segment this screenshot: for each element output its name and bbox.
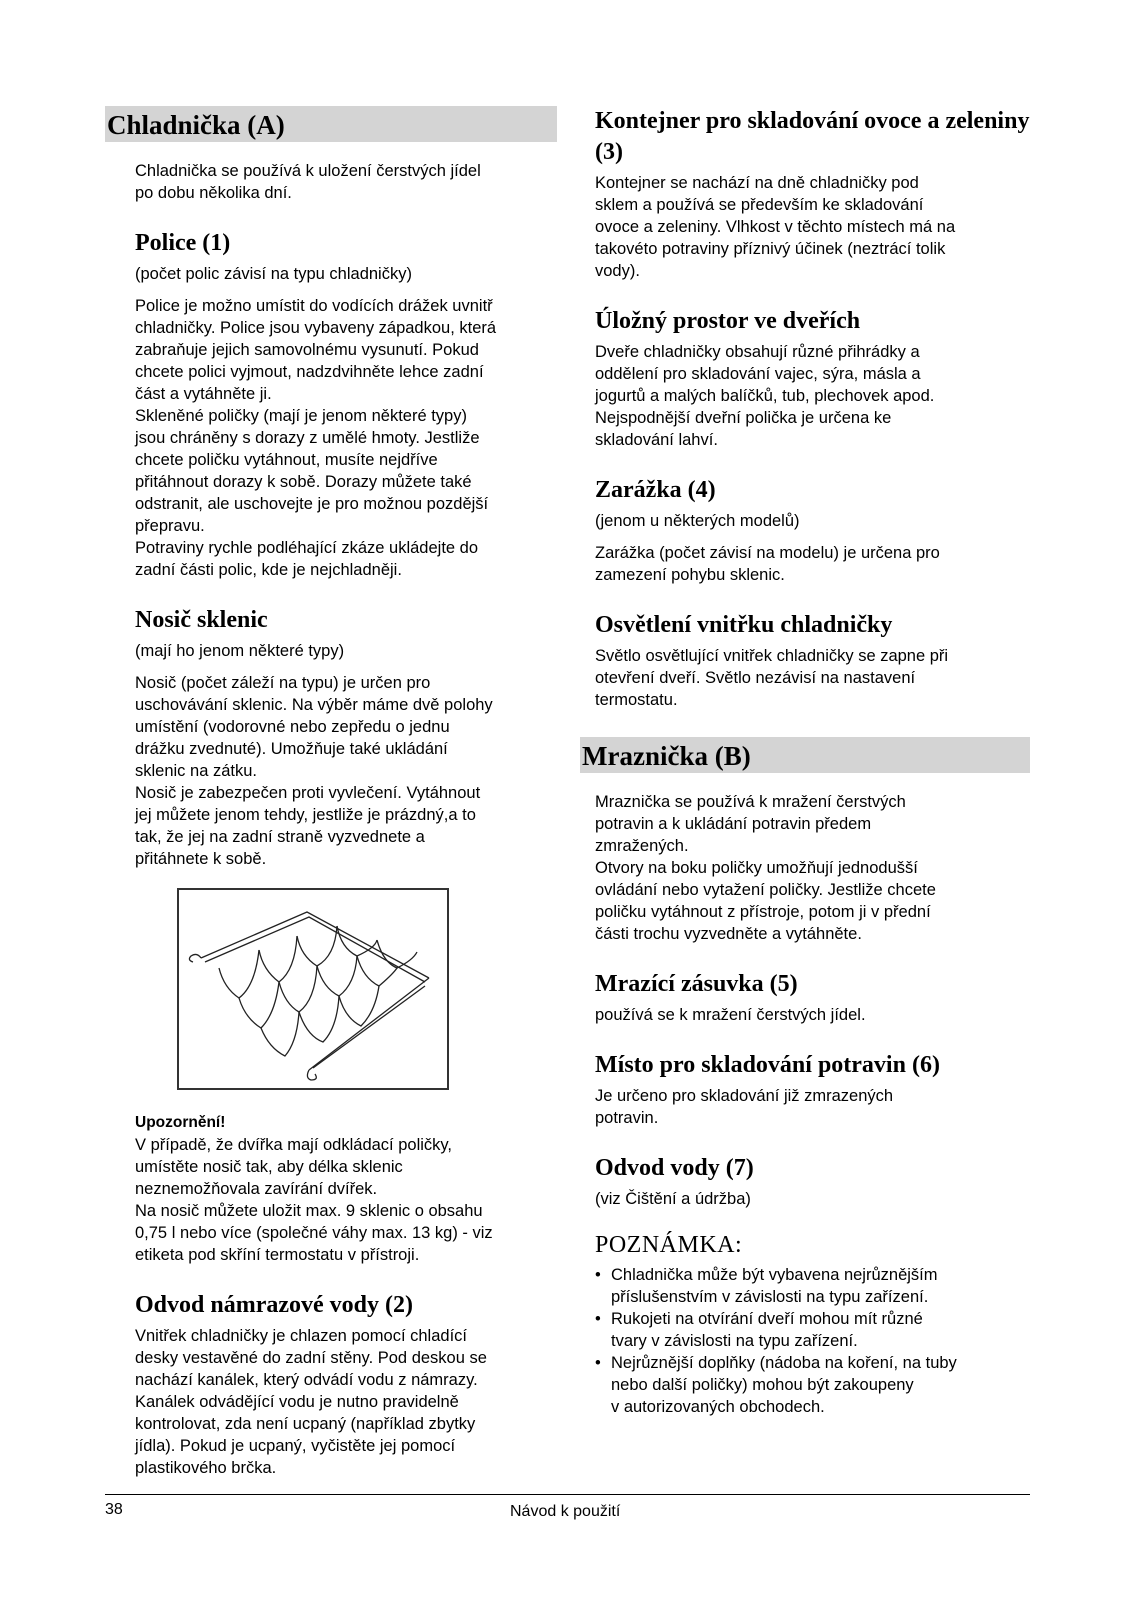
warning-title: Upozornění! (135, 1114, 226, 1131)
heading-mrazici-zasuvka: Mrazící zásuvka (5) (595, 971, 798, 997)
police-body: Police je možno umístit do vodících drážek uvnitř chladničky. Police jsou vybaveny západkou, která zabraňuje jejich samovolnému vysunutí. Pokud chcete polici vyjmout, nadzdvihněte lehce zadní část a vytáhněte ji. Skleněné poličky (mají je jenom některé typy) jsou chráněny s dorazy z umělé hmoty. Jestliže chcete poličku vytáhnout, musíte nejdříve přitáhnout dorazy k sobě. Dorazy můžete také odstranit, ale uschovejte je pro možnou pozdější přepravu. Potraviny rychle podléhající zkáze ukládejte do zadní části polic, kde je nejchladněji. (135, 297, 497, 579)
zarazka-body: Zarážka (počet závisí na modelu) je určena pro zamezení pohybu sklenic. (595, 544, 940, 584)
osvetleni-body: Světlo osvětlující vnitřek chladničky se zapne při otevření dveří. Světlo nezávisí na nastavení termostatu. (595, 647, 949, 709)
note-item: • Nejrůznější doplňky (nádoba na koření, na tuby nebo další poličky) mohou být zakoupeny v autorizovaných obchodech. (595, 1352, 1030, 1418)
heading-odvod-namrazove-vody: Odvod námrazové vody (2) (135, 1292, 413, 1318)
heading-zarazka: Zarážka (4) (595, 477, 716, 503)
nosic-body: Nosič (počet záleží na typu) je určen pro uschovávání sklenic. Na výběr máme dvě polohy umístění (vodorovné nebo zepředu o jednu drážku zvednuté). Umožňuje také ukládání sklenic na zátku. Nosič je zabezpečen proti vyvlečení. Vytáhnout jej můžete jenom tehdy, jestliže je prázdný,a to tak, že jej na zadní straně vyzvednete a přitáhnete k sobě. (135, 674, 493, 868)
heading-nosic: Nosič sklenic (135, 607, 268, 633)
nosic-subtitle: (mají ho jenom některé typy) (135, 642, 345, 660)
heading-osvetleni: Osvětlení vnitřku chladničky (595, 612, 893, 638)
note-title: POZNÁMKA: (595, 1232, 743, 1258)
note-item: • Chladnička může být vybavena nejrůznějším příslušenstvím v závislosti na typu zařízení. (595, 1264, 1030, 1308)
section-banner-chladnicka: Chladnička (A) (105, 106, 557, 142)
heading-misto: Místo pro skladování potravin (6) (595, 1052, 940, 1078)
note-item: • Rukojeti na otvírání dveří mohou mít různé tvary v závislosti na typu zařízení. (595, 1308, 1030, 1352)
right-column (580, 106, 1030, 1418)
heading-police: Police (1) (135, 230, 231, 256)
bottle-rack-figure (177, 888, 449, 1090)
heading-kontejner: Kontejner pro skladování ovoce a zeleniny (3) (595, 108, 1030, 165)
odvod-body: Vnitřek chladničky je chlazen pomocí chladící desky vestavěné do zadní stěny. Pod deskou se nachází kanálek, který odvádí vodu z námrazy. Kanálek odvádějící vodu je nutno pravidelně kontrolovat, zda není ucpaný (například zbytky jídla). Pokud je ucpaný, vyčistěte jej pomocí plastikového brčka. (135, 1327, 487, 1477)
heading-ulozny-prostor: Úložný prostor ve dveřích (595, 308, 861, 334)
misto-body: Je určeno pro skladování již zmrazených potravin. (595, 1087, 894, 1127)
kontejner-body: Kontejner se nachází na dně chladničky pod sklem a používá se především ke skladování ovoce a zeleniny. Vlhkost v těchto místech má na takovéto potraviny příznivý účinek (neztrácí tolik vody). (595, 174, 956, 280)
heading-odvod-vody: Odvod vody (7) (595, 1155, 754, 1181)
warning-body: V případě, že dvířka mají odkládací poličky, umístěte nosič tak, aby délka sklenic neznemožňovala zavírání dvířek. Na nosič můžete uložit max. 9 sklenic o obsahu 0,75 l nebo více (společné váhy max. 13 kg) - viz etiketa pod skříní termostatu v přístroji. (135, 1136, 493, 1264)
left-column (105, 106, 557, 1489)
intro-text: Chladnička se používá k uložení čerstvých jídel po dobu několika dní. (135, 162, 481, 202)
section-banner-mraznicka: Mraznička (B) (580, 737, 1030, 773)
bottle-rack-drawing (179, 890, 447, 1088)
zasuvka-body: používá se k mražení čerstvých jídel. (595, 1006, 866, 1024)
zarazka-subtitle: (jenom u některých modelů) (595, 512, 800, 530)
ulozny-body: Dveře chladničky obsahují různé přihrádky a oddělení pro skladování vajec, sýra, másla a jogurtů a malých balíčků, tub, plechovek apod. Nejspodnější dveřní polička je určena ke skladování lahví. (595, 343, 935, 449)
mraznicka-body: Mraznička se používá k mražení čerstvých potravin a k ukládání potravin předem zmražených. Otvory na boku poličky umožňují jednodušší ovládání nebo vytažení poličky. Jestliže chcete poličku vytáhnout z přístroje, potom ji v přední části trochu vyzvedněte a vytáhněte. (595, 793, 936, 943)
page-number: 38 (105, 1501, 123, 1518)
note-list (595, 1264, 1030, 1418)
footer-title: Návod k použití (510, 1503, 621, 1520)
police-subtitle: (počet polic závisí na typu chladničky) (135, 265, 412, 283)
voda-body: (viz Čištění a údržba) (595, 1190, 751, 1208)
page-footer (105, 1494, 1030, 1520)
